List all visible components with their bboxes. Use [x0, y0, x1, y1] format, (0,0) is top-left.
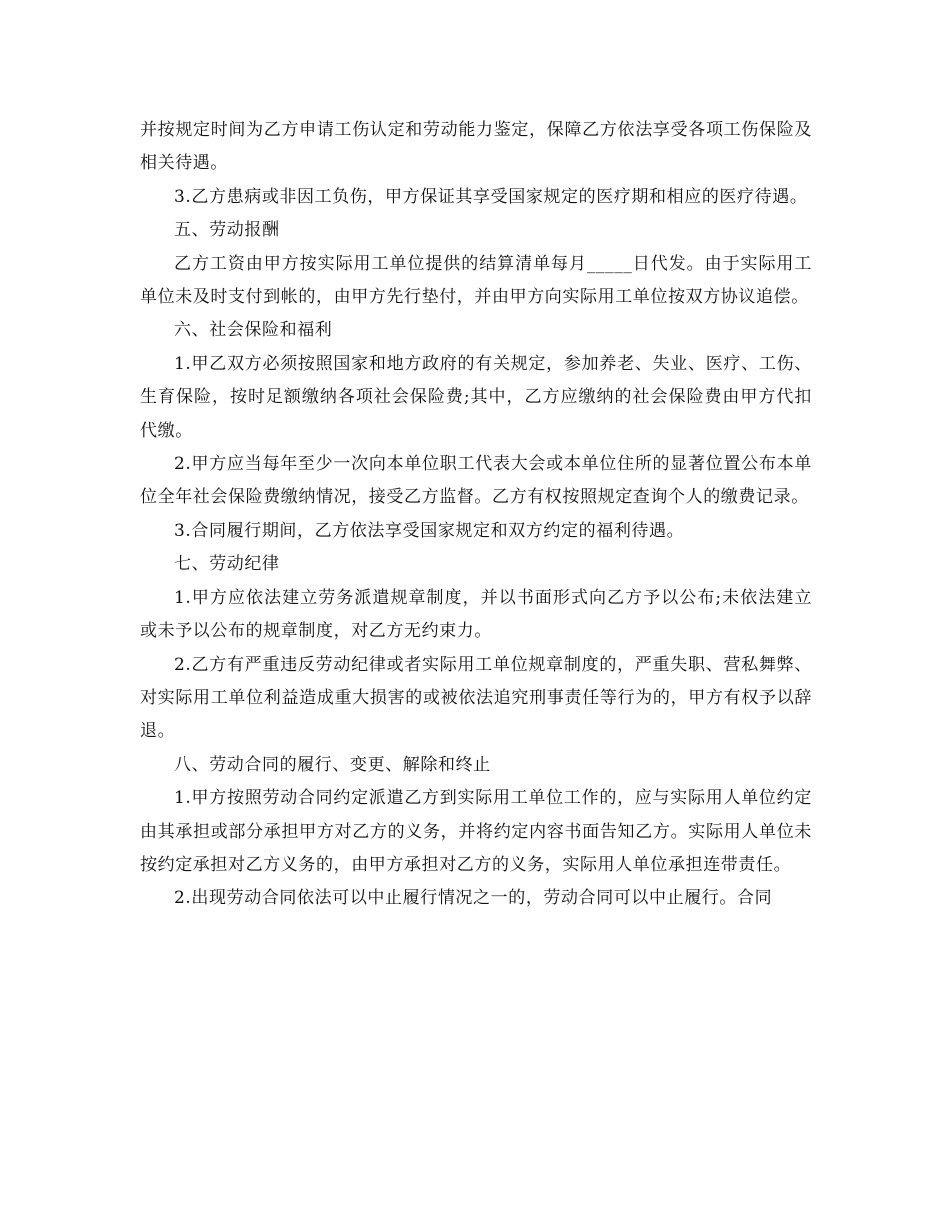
- paragraph-insurance-2: 2.甲方应当每年至少一次向本单位职工代表大会或本单位住所的显著位置公布本单位全年社会保险费缴纳情况，接受乙方监督。乙方有权按照规定查询个人的缴费记录。: [140, 454, 812, 508]
- section-heading-social-insurance: 六、社会保险和福利: [174, 320, 333, 341]
- section-heading-labor-discipline: 七、劳动纪律: [174, 554, 280, 575]
- paragraph-discipline-2: 2.乙方有严重违反劳动纪律或者实际用工单位规章制度的，严重失职、营私舞弊、对实际用工单位利益造成重大损害的或被依法追究刑事责任等行为的，甲方有权予以辞退。: [140, 654, 812, 742]
- document-page: [140, 114, 812, 916]
- paragraph-work-injury-continued: 并按规定时间为乙方申请工伤认定和劳动能力鉴定，保障乙方依法享受各项工伤保险及相关待遇。: [140, 120, 812, 174]
- paragraph-discipline-1: 1.甲方应依法建立劳务派遣规章制度，并以书面形式向乙方予以公布;未依法建立或未予以公布的规章制度，对乙方无约束力。: [140, 587, 812, 642]
- paragraph-insurance-3: 3.合同履行期间，乙方依法享受国家规定和双方约定的福利待遇。: [174, 520, 685, 541]
- paragraph-insurance-1: 1.甲乙双方必须按照国家和地方政府的有关规定，参加养老、失业、医疗、工伤、生育保险，按时足额缴纳各项社会保险费;其中，乙方应缴纳的社会保险费由甲方代扣代缴。: [140, 353, 812, 441]
- section-heading-remuneration: 五、劳动报酬: [174, 220, 280, 241]
- section-heading-contract-performance: 八、劳动合同的履行、变更、解除和终止: [174, 754, 491, 775]
- paragraph-contract-2: 2.出现劳动合同依法可以中止履行情况之一的，劳动合同可以中止履行。合同: [174, 888, 773, 909]
- paragraph-contract-1: 1.甲方按照劳动合同约定派遣乙方到实际用工单位工作的，应与实际用人单位约定由其承担或部分承担甲方对乙方的义务，并将约定内容书面告知乙方。实际用人单位未按约定承担对乙方义务的，由甲方承担对乙方的义务，实际用人单位承担连带责任。: [140, 788, 812, 875]
- paragraph-illness-clause: 3.乙方患病或非因工负伤，甲方保证其享受国家规定的医疗期和相应的医疗待遇。: [174, 186, 808, 207]
- paragraph-wage-payment: 乙方工资由甲方按实际用工单位提供的结算清单每月_____日代发。由于实际用工单位未及时支付到帐的，由甲方先行垫付，并由甲方向实际用工单位按双方协议追偿。: [140, 253, 812, 308]
